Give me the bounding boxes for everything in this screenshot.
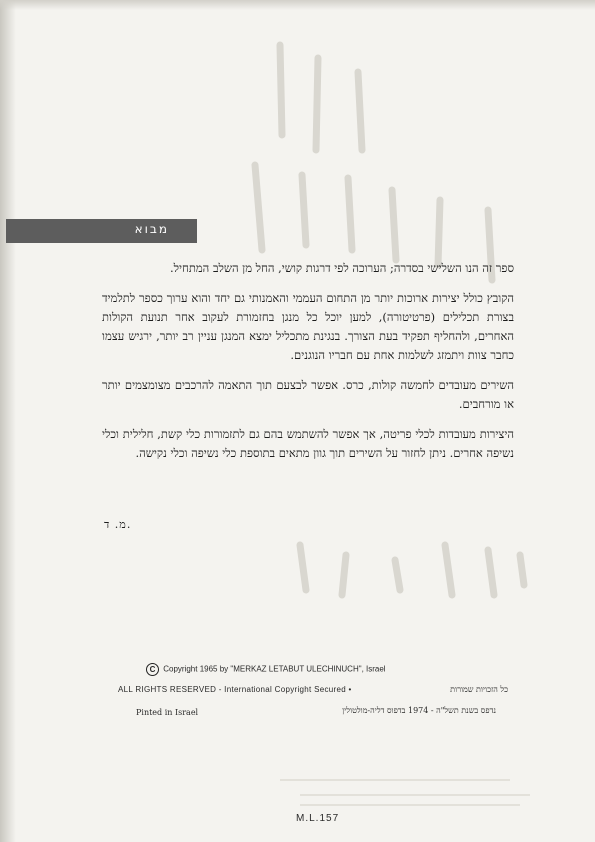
printing-note-hebrew: נדפס בשנת תשל"ה - 1974 בדפוס דליה-מולטולין	[342, 706, 496, 715]
rights-reserved-hebrew: כל הזכויות שמורות	[450, 685, 508, 694]
intro-title: מבוא	[134, 222, 169, 236]
intro-paragraph: הקובץ כולל יצירות ארוכות יותר מן התחום העממי והאמנותי גם יחד והוא ערוך כספר לתלמיד בצורת תכלילים (פרטיטורה), למען יוכל כל מנגן בחזמורת לעקוב אחר תנועת הקולות האחרים, ולהחליף תפקיד בעת הצורך. בנגינת מתכליל ימצא המנגן עניין רב יותר, ירגיש עצמו כחבר צוות ויתמזג לשלמות אחת עם חבריו הנוגנים.	[102, 291, 514, 362]
author-initials: מ. ד.	[104, 518, 132, 531]
copyright-line	[146, 663, 386, 676]
intro-paragraph: ספר זה הנו השלישי בסדרה; הערוכה לפי דרגות קושי, החל מן השלב המתחיל.	[169, 261, 514, 275]
all-rights-reserved: ALL RIGHTS RESERVED - International Copyright Secured •	[118, 685, 352, 694]
catalog-number: M.L.157	[296, 813, 340, 824]
copyright-symbol-icon: C	[146, 663, 159, 676]
intro-body	[102, 259, 514, 474]
printed-in-israel: Pinted in Israel	[136, 708, 199, 717]
intro-header-bar	[6, 219, 197, 243]
copyright-text: Copyright 1965 by "MERKAZ LETABUT ULECHINUCH", Israel	[163, 664, 386, 674]
intro-paragraph: היצירות מעובדות לכלי פריטה, אך אפשר להשתמש בהם גם לתזמורות כלי קשת, חלילית וכלי נשיפה אחרים. ניתן לחזור על השירים תוך גוון מתאים בתוספת כלי נשיפה וכלי נקישה.	[102, 427, 514, 460]
scan-shadow-left	[0, 0, 16, 842]
intro-paragraph: השירים מעובדים לחמשה קולות, כרס. אפשר לבצעם תוך התאמה להרכבים מצומצמים יותר או מורחבים.	[102, 378, 514, 411]
scan-shadow-top	[0, 0, 595, 10]
